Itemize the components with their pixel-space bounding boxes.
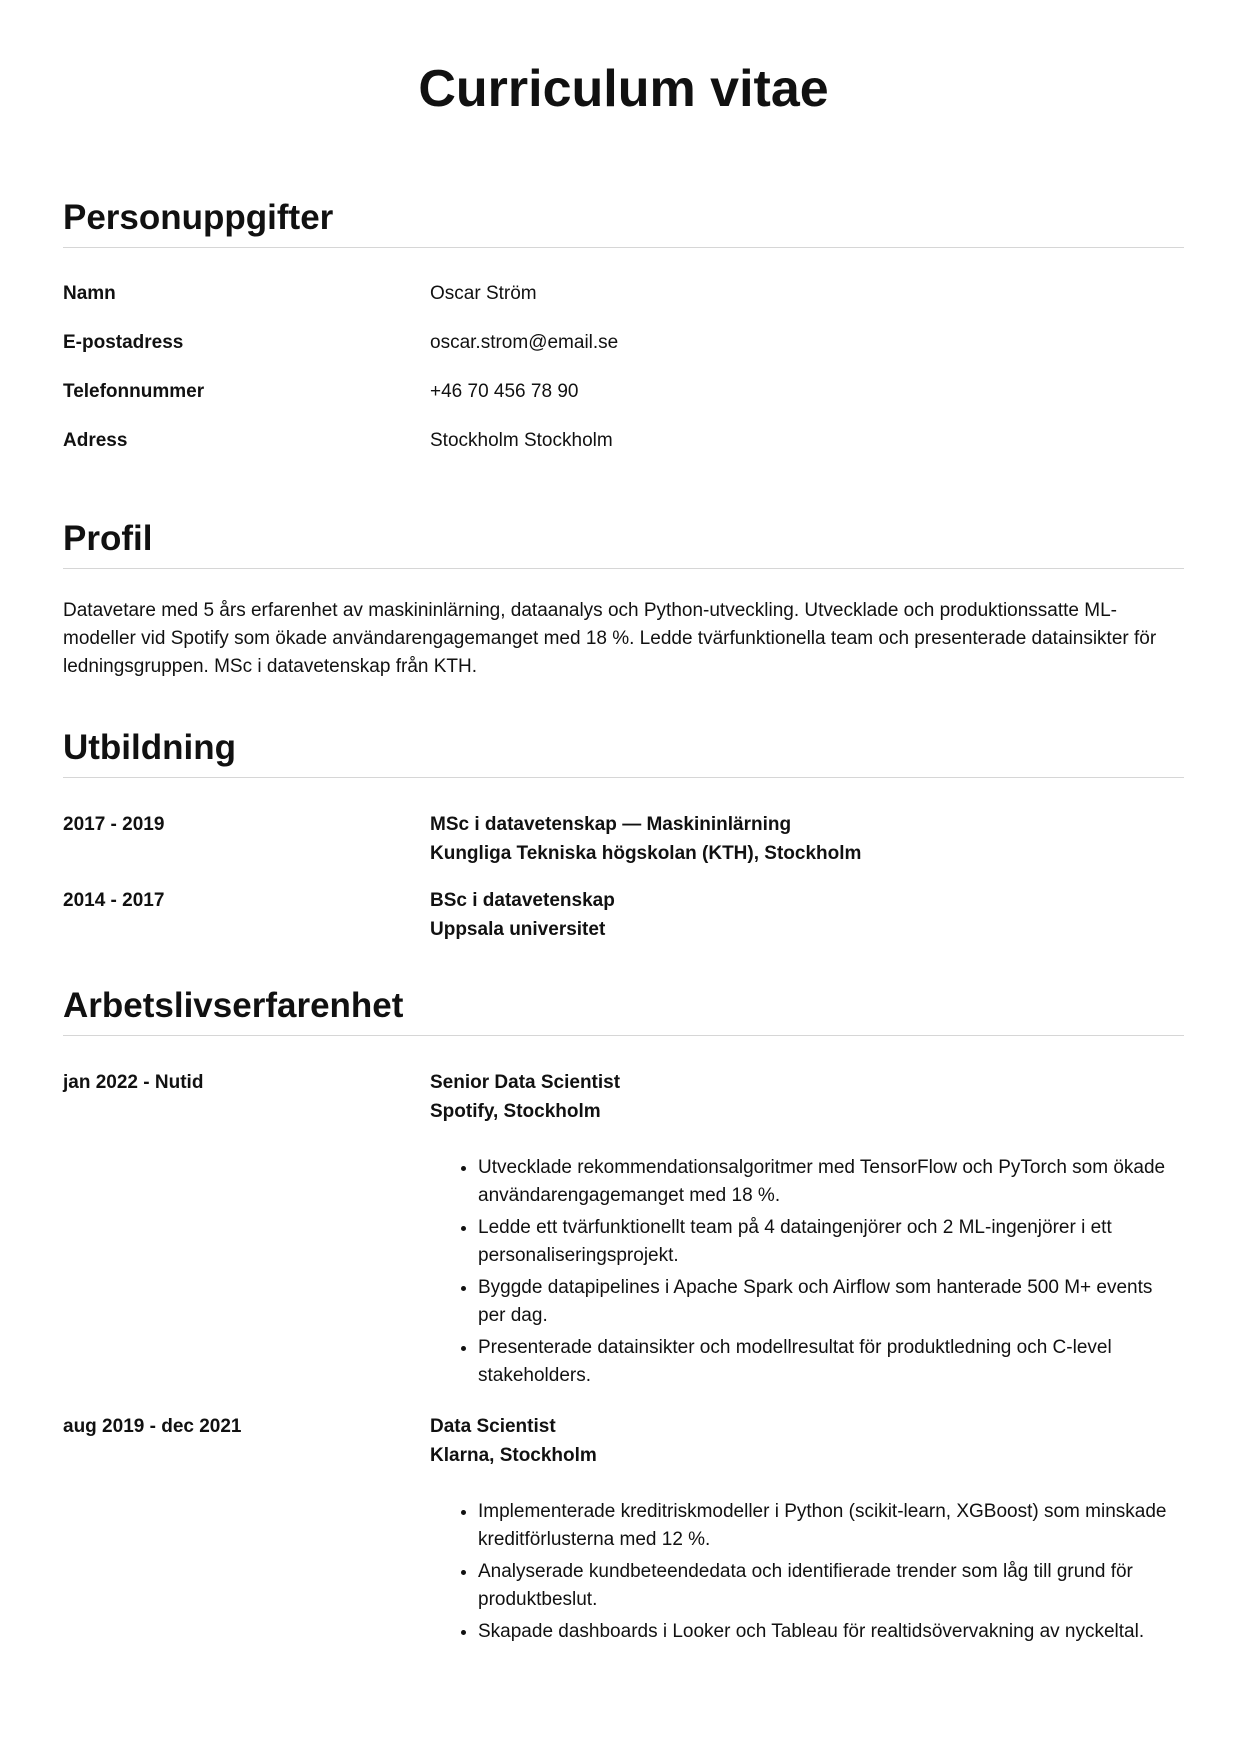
experience-entry-body bbox=[430, 1068, 1184, 1394]
experience-company: Spotify, Stockholm bbox=[430, 1101, 601, 1122]
personal-fields bbox=[63, 280, 1184, 455]
education-institution: Kungliga Tekniska högskolan (KTH), Stockholm bbox=[430, 843, 862, 864]
education-degree: MSc i datavetenskap — Maskininlärning bbox=[430, 814, 792, 835]
education-section-heading: Utbildning bbox=[63, 727, 1184, 778]
field-row-address bbox=[63, 427, 1184, 455]
education-period: 2014 - 2017 bbox=[63, 890, 165, 911]
education-entry-body bbox=[430, 886, 1184, 944]
field-label-email: E-postadress bbox=[63, 332, 184, 353]
field-row-email bbox=[63, 329, 1184, 357]
field-value-phone: +46 70 456 78 90 bbox=[430, 381, 579, 402]
bullet-item: • Byggde datapipelines i Apache Spark och Airflow som hanterade 500 M+ events per dag. bbox=[478, 1274, 1184, 1330]
bullet-item: • Analyserade kundbeteendedata och identifierade trender som låg till grund för produktbeslut. bbox=[478, 1558, 1184, 1614]
experience-period: jan 2022 - Nutid bbox=[63, 1072, 204, 1093]
experience-period: aug 2019 - dec 2021 bbox=[63, 1416, 242, 1437]
bullet-item: • Skapade dashboards i Looker och Tableau för realtidsövervakning av nyckeltal. bbox=[478, 1618, 1184, 1646]
section-profile bbox=[63, 518, 1184, 681]
education-entry-body bbox=[430, 810, 1184, 868]
experience-company: Klarna, Stockholm bbox=[430, 1445, 597, 1466]
education-institution: Uppsala universitet bbox=[430, 919, 606, 940]
bullet-item: • Utvecklade rekommendationsalgoritmer med TensorFlow och PyTorch som ökade användarengagemanget med 18 %. bbox=[478, 1154, 1184, 1210]
field-value-email: oscar.strom@email.se bbox=[430, 332, 619, 353]
experience-entry-body bbox=[430, 1412, 1184, 1650]
page-title: Curriculum vitae bbox=[418, 60, 829, 118]
section-experience bbox=[63, 985, 1184, 1650]
field-label-address: Adress bbox=[63, 430, 128, 451]
experience-job-title: Data Scientist bbox=[430, 1416, 556, 1437]
field-value-address: Stockholm Stockholm bbox=[430, 430, 613, 451]
field-row-phone bbox=[63, 378, 1184, 406]
education-entry-msc bbox=[63, 810, 1184, 868]
bullet-item: • Presenterade datainsikter och modellresultat för produktledning och C-level stakeholders. bbox=[478, 1334, 1184, 1390]
bullet-item: • Implementerade kreditriskmodeller i Python (scikit-learn, XGBoost) som minskade kreditförlusterna med 12 %. bbox=[478, 1498, 1184, 1554]
section-education bbox=[63, 727, 1184, 944]
field-label-name: Namn bbox=[63, 283, 116, 304]
profile-section-heading: Profil bbox=[63, 518, 1184, 569]
education-degree: BSc i datavetenskap bbox=[430, 890, 615, 911]
education-period: 2017 - 2019 bbox=[63, 814, 165, 835]
education-entries bbox=[63, 810, 1184, 944]
experience-bullet-list bbox=[430, 1498, 1184, 1646]
experience-job-title: Senior Data Scientist bbox=[430, 1072, 621, 1093]
experience-entry-spotify bbox=[63, 1068, 1184, 1394]
experience-section-heading: Arbetslivserfarenhet bbox=[63, 985, 1184, 1036]
section-personal bbox=[63, 197, 1184, 455]
personal-section-heading: Personuppgifter bbox=[63, 197, 1184, 248]
bullet-item: • Ledde ett tvärfunktionellt team på 4 dataingenjörer och 2 ML-ingenjörer i ett personaliseringsprojekt. bbox=[478, 1214, 1184, 1270]
experience-entries bbox=[63, 1068, 1184, 1650]
field-value-name: Oscar Ström bbox=[430, 283, 537, 304]
education-entry-bsc bbox=[63, 886, 1184, 944]
field-label-phone: Telefonnummer bbox=[63, 381, 205, 402]
field-row-name bbox=[63, 280, 1184, 308]
experience-entry-klarna bbox=[63, 1412, 1184, 1650]
profile-text: Datavetare med 5 års erfarenhet av maskininlärning, dataanalys och Python-utveckling. Utvecklade och produktionssatte ML-modeller vid Spotify som ökade användarengagemanget med 18 %. Ledde tvärfunktionella team och presenterade datainsikter för ledningsgruppen. MSc i datavetenskap från KTH. bbox=[63, 600, 1157, 677]
experience-bullet-list bbox=[430, 1154, 1184, 1390]
